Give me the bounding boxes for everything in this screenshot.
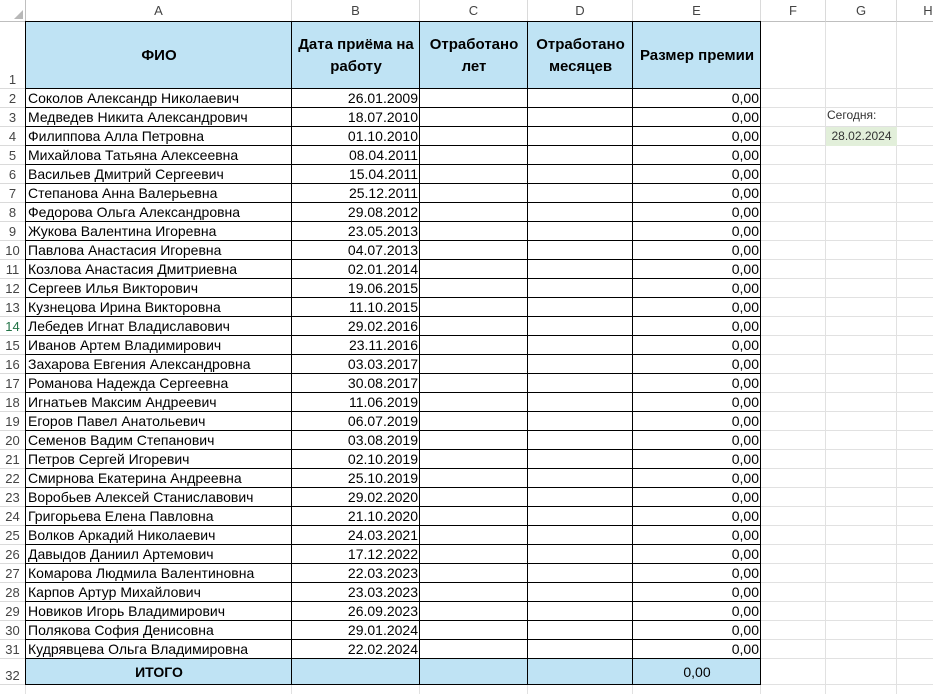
years-worked-cell[interactable]: [420, 336, 528, 355]
years-worked-cell[interactable]: [420, 260, 528, 279]
employee-name-cell[interactable]: Михайлова Татьяна Алексеевна: [28, 147, 239, 163]
table-border-horizontal: [25, 620, 761, 621]
years-worked-cell[interactable]: [420, 488, 528, 507]
months-worked-cell[interactable]: [528, 583, 633, 602]
header-fio[interactable]: ФИО: [26, 22, 292, 89]
hire-date-cell[interactable]: 25.10.2019: [347, 470, 418, 486]
bonus-cell[interactable]: 0,00: [731, 261, 759, 277]
table-border-horizontal: [25, 684, 761, 685]
bonus-cell[interactable]: 0,00: [731, 527, 759, 543]
hire-date-cell[interactable]: 08.04.2011: [348, 147, 418, 163]
years-worked-cell[interactable]: [420, 203, 528, 222]
row-header-32[interactable]: 32: [0, 659, 26, 685]
table-border-horizontal: [25, 126, 761, 127]
months-worked-cell[interactable]: [528, 374, 633, 393]
months-worked-cell[interactable]: [528, 507, 633, 526]
hire-date-cell[interactable]: 23.11.2016: [348, 337, 418, 353]
bonus-cell[interactable]: 0,00: [731, 622, 759, 638]
employee-name-cell[interactable]: Карпов Артур Михайлович: [28, 584, 201, 600]
header-bonus[interactable]: Размер премии: [633, 22, 761, 89]
bonus-cell[interactable]: 0,00: [731, 375, 759, 391]
employee-name-cell[interactable]: Кудрявцева Ольга Владимировна: [28, 641, 249, 657]
hire-date-cell[interactable]: 01.10.2010: [347, 128, 418, 144]
table-border-horizontal: [25, 316, 761, 317]
months-worked-cell[interactable]: [528, 393, 633, 412]
row-header-28[interactable]: 28: [0, 583, 26, 602]
employee-name-cell[interactable]: Федорова Ольга Александровна: [28, 204, 241, 220]
years-worked-cell[interactable]: [420, 355, 528, 374]
employee-name-cell[interactable]: Егоров Павел Анатольевич: [28, 413, 206, 429]
header-years-worked[interactable]: Отработано лет: [420, 22, 528, 89]
column-header-f[interactable]: F: [761, 0, 826, 22]
employee-name-cell[interactable]: Давыдов Даниил Артемович: [28, 546, 214, 562]
bonus-cell[interactable]: 0,00: [731, 641, 759, 657]
table-border-horizontal: [25, 392, 761, 393]
bonus-cell[interactable]: 0,00: [731, 299, 759, 315]
select-all-corner[interactable]: [0, 0, 26, 22]
row-header-9[interactable]: 9: [0, 222, 26, 241]
table-border-horizontal: [25, 107, 761, 108]
employee-name-cell[interactable]: Петров Сергей Игоревич: [28, 451, 190, 467]
employee-name-cell[interactable]: Иванов Артем Владимирович: [28, 337, 222, 353]
total-empty-cell[interactable]: [420, 659, 528, 685]
years-worked-cell[interactable]: [420, 393, 528, 412]
table-border-horizontal: [25, 373, 761, 374]
employee-name-cell[interactable]: Соколов Александр Николаевич: [28, 90, 240, 106]
employee-name-cell[interactable]: Романова Надежда Сергеевна: [28, 375, 229, 391]
years-worked-cell[interactable]: [420, 564, 528, 583]
table-border-horizontal: [25, 430, 761, 431]
total-bonus-cell[interactable]: 0,00: [633, 659, 761, 685]
hire-date-cell[interactable]: 23.05.2013: [347, 223, 418, 239]
table-border-horizontal: [25, 164, 761, 165]
months-worked-cell[interactable]: [528, 545, 633, 564]
bonus-cell[interactable]: 0,00: [731, 223, 759, 239]
table-border-horizontal: [25, 639, 761, 640]
hire-date-cell[interactable]: 03.03.2017: [347, 356, 418, 372]
years-worked-cell[interactable]: [420, 89, 528, 108]
years-worked-cell[interactable]: [420, 222, 528, 241]
row-header-8[interactable]: 8: [0, 203, 26, 222]
years-worked-cell[interactable]: [420, 127, 528, 146]
employee-name-cell[interactable]: Васильев Дмитрий Сергеевич: [28, 166, 224, 182]
table-border-horizontal: [25, 563, 761, 564]
years-worked-cell[interactable]: [420, 450, 528, 469]
hire-date-cell[interactable]: 06.07.2019: [347, 413, 418, 429]
bonus-cell[interactable]: 0,00: [731, 337, 759, 353]
bonus-cell[interactable]: 0,00: [731, 147, 759, 163]
bonus-cell[interactable]: 0,00: [731, 166, 759, 182]
row-header-12[interactable]: 12: [0, 279, 26, 298]
years-worked-cell[interactable]: [420, 431, 528, 450]
years-worked-cell[interactable]: [420, 602, 528, 621]
bonus-cell[interactable]: 0,00: [731, 413, 759, 429]
hire-date-cell[interactable]: 18.07.2010: [347, 109, 418, 125]
bonus-cell[interactable]: 0,00: [731, 489, 759, 505]
column-header-h[interactable]: H: [897, 0, 933, 22]
row-header-13[interactable]: 13: [0, 298, 26, 317]
hire-date-cell[interactable]: 30.08.2017: [347, 375, 418, 391]
months-worked-cell[interactable]: [528, 279, 633, 298]
months-worked-cell[interactable]: [528, 260, 633, 279]
hire-date-cell[interactable]: 29.02.2020: [347, 489, 418, 505]
years-worked-cell[interactable]: [420, 621, 528, 640]
employee-name-cell[interactable]: Смирнова Екатерина Андреевна: [28, 470, 242, 486]
bonus-cell[interactable]: 0,00: [731, 565, 759, 581]
column-header-g[interactable]: G: [826, 0, 897, 22]
row-header-5[interactable]: 5: [0, 146, 26, 165]
today-date-cell[interactable]: 28.02.2024: [826, 127, 897, 146]
hire-date-cell[interactable]: 29.01.2024: [347, 622, 418, 638]
table-border-horizontal: [25, 183, 761, 184]
hire-date-cell[interactable]: 25.12.2011: [348, 185, 418, 201]
table-border-horizontal: [25, 354, 761, 355]
bonus-cell[interactable]: 0,00: [731, 128, 759, 144]
hire-date-cell[interactable]: 02.01.2014: [347, 261, 418, 277]
row-header-30[interactable]: 30: [0, 621, 26, 640]
gridline-vertical: [825, 22, 826, 694]
column-header-b[interactable]: B: [292, 0, 420, 22]
employee-name-cell[interactable]: Семенов Вадим Степанович: [28, 432, 215, 448]
years-worked-cell[interactable]: [420, 469, 528, 488]
gridline-vertical: [896, 22, 897, 694]
hire-date-cell[interactable]: 29.08.2012: [347, 204, 418, 220]
years-worked-cell[interactable]: [420, 279, 528, 298]
row-header-11[interactable]: 11: [0, 260, 26, 279]
row-header-25[interactable]: 25: [0, 526, 26, 545]
employee-name-cell[interactable]: Лебедев Игнат Владиславович: [28, 318, 230, 334]
years-worked-cell[interactable]: [420, 412, 528, 431]
years-worked-cell[interactable]: [420, 507, 528, 526]
months-worked-cell[interactable]: [528, 602, 633, 621]
employee-name-cell[interactable]: Филиппова Алла Петровна: [28, 128, 205, 144]
employee-name-cell[interactable]: Павлова Анастасия Игоревна: [28, 242, 222, 258]
bonus-cell[interactable]: 0,00: [731, 318, 759, 334]
table-border-horizontal: [25, 582, 761, 583]
total-empty-cell[interactable]: [292, 659, 420, 685]
years-worked-cell[interactable]: [420, 583, 528, 602]
employee-name-cell[interactable]: Захарова Евгения Александровна: [28, 356, 251, 372]
employee-name-cell[interactable]: Сергеев Илья Викторович: [28, 280, 198, 296]
years-worked-cell[interactable]: [420, 298, 528, 317]
bonus-cell[interactable]: 0,00: [731, 185, 759, 201]
years-worked-cell[interactable]: [420, 317, 528, 336]
table-border-horizontal: [25, 487, 761, 488]
table-border-horizontal: [25, 297, 761, 298]
months-worked-cell[interactable]: [528, 355, 633, 374]
months-worked-cell[interactable]: [528, 488, 633, 507]
column-header-d[interactable]: D: [528, 0, 633, 22]
hire-date-cell[interactable]: 22.03.2023: [347, 565, 418, 581]
row-header-29[interactable]: 29: [0, 602, 26, 621]
employee-name-cell[interactable]: Медведев Никита Александрович: [28, 109, 248, 125]
row-header-2[interactable]: 2: [0, 89, 26, 108]
table-border-horizontal: [25, 202, 761, 203]
months-worked-cell[interactable]: [528, 431, 633, 450]
row-header-26[interactable]: 26: [0, 545, 26, 564]
bonus-cell[interactable]: 0,00: [731, 204, 759, 220]
total-label-cell[interactable]: ИТОГО: [26, 659, 292, 685]
months-worked-cell[interactable]: [528, 184, 633, 203]
employee-name-cell[interactable]: Григорьева Елена Павловна: [28, 508, 214, 524]
hire-date-cell[interactable]: 04.07.2013: [347, 242, 418, 258]
hire-date-cell[interactable]: 11.10.2015: [348, 299, 418, 315]
table-border-horizontal: [25, 88, 761, 89]
hire-date-cell[interactable]: 19.06.2015: [347, 280, 418, 296]
employee-name-cell[interactable]: Полякова София Денисовна: [28, 622, 214, 638]
row-header-7[interactable]: 7: [0, 184, 26, 203]
row-header-20[interactable]: 20: [0, 431, 26, 450]
table-border-horizontal: [25, 240, 761, 241]
months-worked-cell[interactable]: [528, 526, 633, 545]
years-worked-cell[interactable]: [420, 374, 528, 393]
months-worked-cell[interactable]: [528, 108, 633, 127]
months-worked-cell[interactable]: [528, 640, 633, 659]
years-worked-cell[interactable]: [420, 241, 528, 260]
months-worked-cell[interactable]: [528, 317, 633, 336]
table-border-horizontal: [25, 335, 761, 336]
bonus-cell[interactable]: 0,00: [731, 109, 759, 125]
today-label: Сегодня:: [827, 108, 877, 122]
years-worked-cell[interactable]: [420, 146, 528, 165]
hire-date-cell[interactable]: 26.01.2009: [347, 90, 418, 106]
employee-name-cell[interactable]: Кузнецова Ирина Викторовна: [28, 299, 221, 315]
years-worked-cell[interactable]: [420, 184, 528, 203]
table-border-horizontal: [25, 411, 761, 412]
hire-date-cell[interactable]: 15.04.2011: [348, 166, 418, 182]
column-header-e[interactable]: E: [633, 0, 761, 22]
years-worked-cell[interactable]: [420, 640, 528, 659]
row-header-19[interactable]: 19: [0, 412, 26, 431]
row-header-4[interactable]: 4: [0, 127, 26, 146]
hire-date-cell[interactable]: 23.03.2023: [347, 584, 418, 600]
bonus-cell[interactable]: 0,00: [731, 470, 759, 486]
row-header-24[interactable]: 24: [0, 507, 26, 526]
employee-name-cell[interactable]: Игнатьев Максим Андреевич: [28, 394, 217, 410]
hire-date-cell[interactable]: 21.10.2020: [347, 508, 418, 524]
months-worked-cell[interactable]: [528, 298, 633, 317]
years-worked-cell[interactable]: [420, 108, 528, 127]
table-border-horizontal: [25, 658, 761, 659]
row-header-15[interactable]: 15: [0, 336, 26, 355]
hire-date-cell[interactable]: 22.02.2024: [347, 641, 418, 657]
bonus-cell[interactable]: 0,00: [731, 451, 759, 467]
table-border-horizontal: [25, 259, 761, 260]
years-worked-cell[interactable]: [420, 526, 528, 545]
table-border-horizontal: [25, 601, 761, 602]
bonus-cell[interactable]: 0,00: [731, 584, 759, 600]
row-header-3[interactable]: 3: [0, 108, 26, 127]
total-empty-cell[interactable]: [528, 659, 633, 685]
column-header-c[interactable]: C: [420, 0, 528, 22]
months-worked-cell[interactable]: [528, 222, 633, 241]
employee-name-cell[interactable]: Жукова Валентина Игоревна: [28, 223, 217, 239]
table-border-horizontal: [25, 21, 761, 22]
table-border-horizontal: [25, 145, 761, 146]
row-header-14[interactable]: 14: [0, 317, 26, 336]
row-header-22[interactable]: 22: [0, 469, 26, 488]
bonus-cell[interactable]: 0,00: [731, 356, 759, 372]
hire-date-cell[interactable]: 02.10.2019: [347, 451, 418, 467]
table-border-horizontal: [25, 544, 761, 545]
months-worked-cell[interactable]: [528, 450, 633, 469]
bonus-cell[interactable]: 0,00: [731, 603, 759, 619]
table-border-horizontal: [25, 221, 761, 222]
employee-name-cell[interactable]: Новиков Игорь Владимирович: [28, 603, 226, 619]
bonus-cell[interactable]: 0,00: [731, 280, 759, 296]
months-worked-cell[interactable]: [528, 564, 633, 583]
row-header-10[interactable]: 10: [0, 241, 26, 260]
row-header-1[interactable]: 1: [0, 22, 26, 89]
hire-date-cell[interactable]: 24.03.2021: [347, 527, 418, 543]
bonus-cell[interactable]: 0,00: [731, 546, 759, 562]
row-header-18[interactable]: 18: [0, 393, 26, 412]
bonus-cell[interactable]: 0,00: [731, 90, 759, 106]
months-worked-cell[interactable]: [528, 336, 633, 355]
row-header-21[interactable]: 21: [0, 450, 26, 469]
months-worked-cell[interactable]: [528, 127, 633, 146]
row-header-27[interactable]: 27: [0, 564, 26, 583]
months-worked-cell[interactable]: [528, 412, 633, 431]
row-header-16[interactable]: 16: [0, 355, 26, 374]
hire-date-cell[interactable]: 03.08.2019: [347, 432, 418, 448]
employee-name-cell[interactable]: Комарова Людмила Валентиновна: [28, 565, 255, 581]
employee-name-cell[interactable]: Козлова Анастасия Дмитриевна: [28, 261, 237, 277]
hire-date-cell[interactable]: 26.09.2023: [347, 603, 418, 619]
employee-name-cell[interactable]: Волков Аркадий Николаевич: [28, 527, 216, 543]
bonus-cell[interactable]: 0,00: [731, 432, 759, 448]
row-header-31[interactable]: 31: [0, 640, 26, 659]
row-header-6[interactable]: 6: [0, 165, 26, 184]
bonus-cell[interactable]: 0,00: [731, 242, 759, 258]
months-worked-cell[interactable]: [528, 165, 633, 184]
table-border-horizontal: [25, 468, 761, 469]
hire-date-cell[interactable]: 29.02.2016: [347, 318, 418, 334]
table-border-horizontal: [25, 525, 761, 526]
years-worked-cell[interactable]: [420, 165, 528, 184]
months-worked-cell[interactable]: [528, 89, 633, 108]
employee-name-cell[interactable]: Степанова Анна Валерьевна: [28, 185, 218, 201]
hire-date-cell[interactable]: 17.12.2022: [347, 546, 418, 562]
header-months-worked[interactable]: Отработано месяцев: [528, 22, 633, 89]
row-header-17[interactable]: 17: [0, 374, 26, 393]
months-worked-cell[interactable]: [528, 146, 633, 165]
column-header-a[interactable]: A: [26, 0, 292, 22]
table-border-horizontal: [25, 449, 761, 450]
table-border-horizontal: [25, 506, 761, 507]
months-worked-cell[interactable]: [528, 621, 633, 640]
row-header-23[interactable]: 23: [0, 488, 26, 507]
hire-date-cell[interactable]: 11.06.2019: [348, 394, 418, 410]
months-worked-cell[interactable]: [528, 203, 633, 222]
header-hire-date[interactable]: Дата приёма на работу: [292, 22, 420, 89]
employee-name-cell[interactable]: Воробьев Алексей Станиславович: [28, 489, 254, 505]
months-worked-cell[interactable]: [528, 241, 633, 260]
table-border-horizontal: [25, 278, 761, 279]
months-worked-cell[interactable]: [528, 469, 633, 488]
bonus-cell[interactable]: 0,00: [731, 394, 759, 410]
bonus-cell[interactable]: 0,00: [731, 508, 759, 524]
years-worked-cell[interactable]: [420, 545, 528, 564]
